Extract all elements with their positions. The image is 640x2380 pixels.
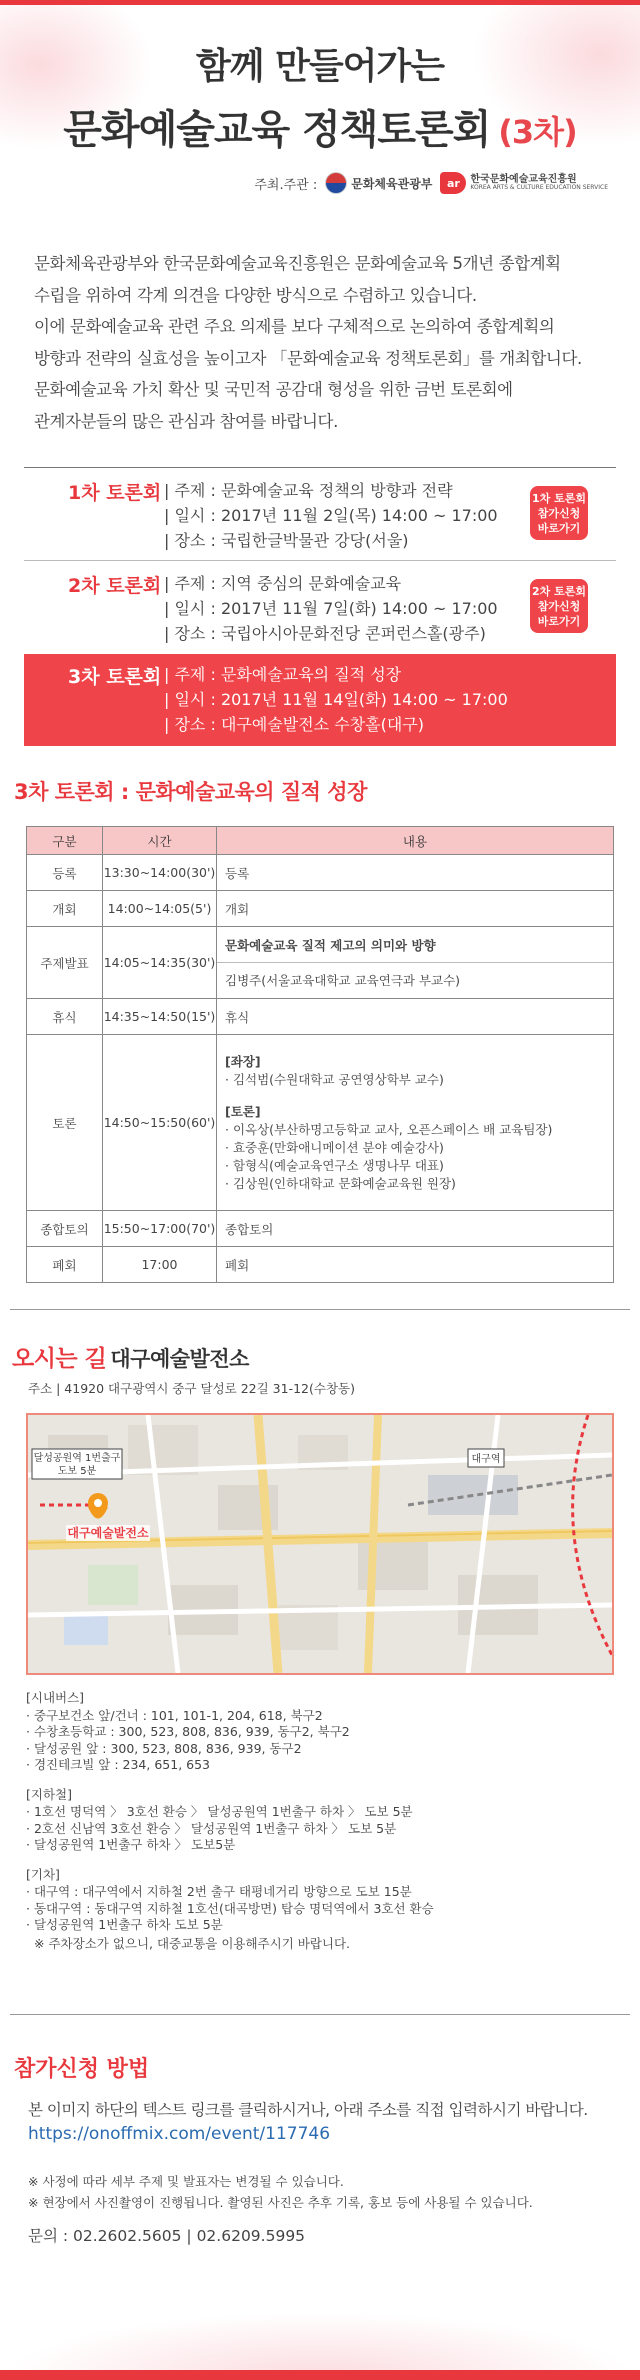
session-name: 1차 토론회 [68, 482, 162, 504]
session-topic: | 주제 : 문화예술교육의 질적 성장 [164, 665, 402, 684]
mcst-logo [325, 172, 432, 194]
session-venue: | 장소 : 대구예술발전소 수창홀(대구) [164, 715, 424, 734]
subway-line: · 달성공원역 1번출구 하차 〉 도보5분 [26, 1837, 236, 1852]
train-line: · 동대구역 : 동대구역 지하철 1호선(대곡방면) 탑승 명덕역에서 3호선 환승 [26, 1900, 434, 1916]
apply-link[interactable]: https://onoffmix.com/event/117746 [28, 2124, 331, 2144]
location-map[interactable] [26, 1413, 614, 1675]
row-time: 15:50~17:00(70') [103, 1211, 217, 1247]
map-walk-label: 도보 5분 [57, 1466, 97, 1477]
session-date: | 일시 : 2017년 11월 7일(화) 14:00 ~ 17:00 [164, 599, 498, 618]
train-line: · 대구역 : 대구역에서 지하철 2번 출구 태평네거리 방향으로 도보 15분 [26, 1884, 412, 1899]
panel-item: · 함형식(예술교육연구소 생명나무 대표) [225, 1157, 444, 1173]
intro-text [34, 248, 614, 437]
apply-title: 참가신청 방법 [14, 2057, 150, 2082]
row-kind: 토론 [27, 1035, 103, 1211]
panel-item: · 김상원(인하대학교 문화예술교육원 원장) [225, 1175, 456, 1191]
session-name: 2차 토론회 [68, 575, 162, 597]
keynote-title: 문화예술교육 질적 제고의 의미와 방향 [217, 928, 613, 963]
row-content: 종합토의 [217, 1211, 614, 1247]
session-2-apply-button[interactable] [530, 579, 588, 633]
session-topic: | 주제 : 지역 중심의 문화예술교육 [164, 574, 402, 593]
map-daegu-station: 대구역 [471, 1454, 501, 1465]
table-row [27, 1211, 614, 1247]
session-date: | 일시 : 2017년 11월 14일(화) 14:00 ~ 17:00 [164, 690, 508, 709]
intro-line: 이에 문화예술교육 관련 주요 의제를 보다 구체적으로 논의하여 종합계획의 [34, 317, 555, 336]
row-kind: 등록 [27, 855, 103, 891]
train-heading: [기차] [26, 1866, 60, 1882]
session-1 [24, 470, 616, 557]
session-2 [24, 563, 616, 650]
button-line: 바로가기 [537, 522, 581, 535]
row-content: 폐회 [217, 1247, 614, 1283]
button-line: 2차 토론회 [532, 585, 586, 598]
directions-heading: 오시는 길 [12, 1346, 107, 1372]
subway-line: · 1호선 명덕역 〉 3호선 환승 〉 달성공원역 1번출구 하차 〉 도보 5분 [26, 1804, 413, 1819]
parking-note: ※ 주차장소가 없으니, 대중교통을 이용해주시기 바랍니다. [34, 1935, 351, 1951]
bus-line: · 경진테크빌 앞 : 234, 651, 653 [26, 1757, 210, 1772]
session-topic: | 주제 : 문화예술교육 정책의 방향과 전략 [164, 481, 453, 500]
subway-line: · 2호선 신남역 3호선 환승 〉 달성공원역 1번출구 하차 〉 도보 5분 [26, 1820, 397, 1836]
note-line: ※ 현장에서 사진촬영이 진행됩니다. 촬영된 사진은 추후 기록, 홍보 등에 사용될 수 있습니다. [28, 2195, 533, 2210]
row-time: 17:00 [103, 1247, 217, 1283]
train-line: · 달성공원역 1번출구 하차 도보 5분 [26, 1917, 223, 1932]
bus-line: · 수창초등학교 : 300, 523, 808, 836, 939, 동구2, 북구2 [26, 1724, 350, 1739]
table-row [27, 999, 614, 1035]
table-row [27, 1247, 614, 1283]
mcst-name: 문화체육관광부 [351, 176, 433, 191]
chair-heading: [좌장] [225, 1053, 261, 1069]
map-graphic [28, 1415, 612, 1673]
panel-item: · 효중훈(만화애니메이션 분야 예술강사) [225, 1139, 444, 1155]
row-kind: 휴식 [27, 999, 103, 1035]
directions-place: 대구예술발전소 [110, 1347, 249, 1371]
table-row [27, 1035, 614, 1211]
session-name: 3차 토론회 [68, 666, 162, 688]
panel-heading: [토론] [225, 1103, 261, 1119]
bottom-background [0, 2290, 640, 2370]
intro-line: 관계자분들의 많은 관심과 참여를 바랍니다. [34, 411, 338, 431]
table-row [27, 927, 614, 999]
arte-name-en: KOREA ARTS & CULTURE EDUCATION SERVICE [470, 184, 608, 192]
intro-line: 방향과 전략의 실효성을 높이고자 「문화예술교육 정책토론회」를 개최합니다. [34, 348, 582, 368]
row-time: 13:30~14:00(30') [103, 855, 217, 891]
chair-item: · 김석범(수원대학교 공연영상학부 교수) [225, 1071, 444, 1087]
button-line: 참가신청 [537, 600, 581, 613]
intro-line: 문화예술교육 가치 확산 및 국민적 공감대 형성을 위한 금번 토론회에 [34, 380, 513, 399]
arte-logo [440, 172, 608, 194]
title-line-2 [0, 98, 640, 155]
row-time: 14:00~14:05(5') [103, 891, 217, 927]
bus-line: · 달성공원 앞 : 300, 523, 808, 836, 939, 동구2 [26, 1740, 302, 1756]
row-time: 14:50~15:50(60') [103, 1035, 217, 1211]
session-date: | 일시 : 2017년 11월 2일(목) 14:00 ~ 17:00 [164, 506, 498, 525]
divider [10, 2014, 630, 2015]
contact-info: 문의 : 02.2602.5605 | 02.6209.5995 [28, 2227, 306, 2245]
session-3 [24, 654, 616, 746]
address: 주소 | 41920 대구광역시 중구 달성로 22길 31-12(수창동) [28, 1381, 355, 1396]
divider [24, 560, 616, 561]
apply-notes [28, 2171, 533, 2213]
session-venue: | 장소 : 국립아시아문화전당 콘퍼런스홀(광주) [164, 624, 486, 643]
session-venue: | 장소 : 국립한글박물관 강당(서울) [164, 531, 409, 550]
row-kind: 종합토의 [27, 1211, 103, 1247]
divider [24, 467, 616, 468]
program-title: 3차 토론회 : 문화예술교육의 질적 성장 [14, 780, 367, 804]
arte-mark-icon: ar [440, 172, 466, 194]
row-kind: 폐회 [27, 1247, 103, 1283]
subway-heading: [지하철] [26, 1786, 72, 1802]
table-row [27, 855, 614, 891]
arte-name-ko: 한국문화예술교육진흥원 [470, 174, 577, 186]
row-kind: 개회 [27, 891, 103, 927]
host-label: 주최.주관 : [254, 177, 318, 193]
row-content: 등록 [217, 855, 614, 891]
map-venue-label: 대구예술발전소 [67, 1526, 149, 1540]
row-content: 개회 [217, 891, 614, 927]
note-line: ※ 사정에 따라 세부 주제 및 발표자는 변경될 수 있습니다. [28, 2174, 344, 2189]
row-time: 14:05~14:35(30') [103, 927, 217, 999]
bus-heading: [시내버스] [26, 1690, 85, 1705]
bottom-accent-bar [0, 2370, 640, 2380]
button-line: 참가신청 [537, 507, 581, 520]
column-header: 내용 [217, 827, 614, 855]
button-line: 바로가기 [537, 615, 581, 628]
button-line: 1차 토론회 [532, 492, 586, 505]
title-main: 문화예술교육 정책토론회 [63, 107, 491, 153]
map-station-label: 달성공원역 1번출구 [33, 1453, 121, 1464]
host-row [254, 172, 608, 194]
directions-title [12, 1340, 249, 1373]
taeguk-icon [325, 172, 347, 194]
row-content: 휴식 [217, 999, 614, 1035]
bus-line: · 중구보건소 앞/건너 : 101, 101-1, 204, 618, 북구2 [26, 1707, 323, 1723]
title-accent: (3차) [498, 113, 577, 151]
apply-description: 본 이미지 하단의 텍스트 링크를 클릭하시거나, 아래 주소를 직접 입력하시기 바랍니다. [28, 2101, 588, 2119]
intro-line: 문화체육관광부와 한국문화예술교육진흥원은 문화예술교육 5개년 종합계획 [34, 254, 561, 273]
table-row [27, 891, 614, 927]
row-kind: 주제발표 [27, 927, 103, 999]
divider [10, 1309, 630, 1310]
panel-item: · 이옥상(부산하명고등학교 교사, 오픈스페이스 배 교육팀장) [225, 1121, 553, 1137]
transit-info [26, 1690, 434, 1965]
intro-line: 수립을 위하여 각계 의견을 다양한 방식으로 수렴하고 있습니다. [34, 285, 477, 305]
title-line-1: 함께 만들어가는 [196, 46, 444, 87]
keynote-speaker: 김병주(서울교육대학교 교육연극과 부교수) [225, 973, 461, 988]
program-table [26, 826, 614, 1283]
row-time: 14:35~14:50(15') [103, 999, 217, 1035]
column-header: 시간 [103, 827, 217, 855]
column-header: 구분 [27, 827, 103, 855]
session-1-apply-button[interactable] [530, 486, 588, 540]
